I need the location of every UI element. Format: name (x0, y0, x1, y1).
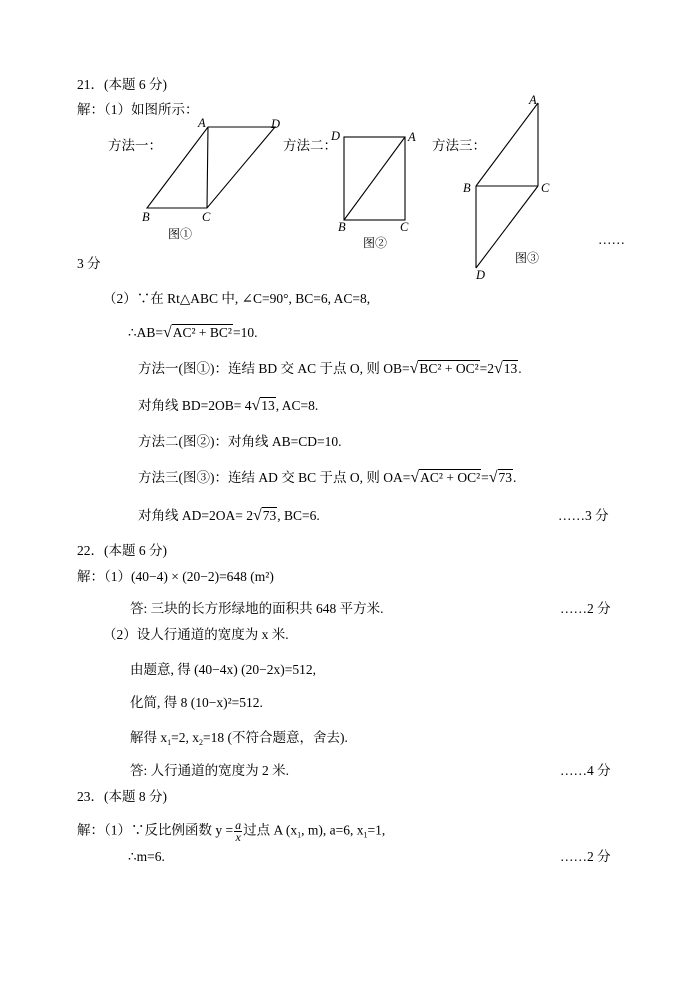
method2-label: 方法二： (283, 138, 337, 153)
m1-radicand: BC² + OC² (419, 361, 479, 376)
q21-method3-text (138, 469, 516, 487)
m1-diag-prefix: 对角线 BD=2OB= 4 (138, 398, 252, 413)
sol-text: =2, x (171, 730, 199, 745)
q22-eq1: 由题意, 得 (40−4x) (20−2x)=512, (130, 662, 316, 677)
fig3-label-a: A (529, 93, 537, 107)
q21-score-b: ……3 分 (558, 508, 609, 523)
q21-method3-diag (138, 507, 320, 525)
ab-radicand: AC² + BC² (172, 325, 232, 340)
sol-sub-1: 1 (167, 738, 172, 747)
m3-diag-suffix: , BC=6. (277, 508, 320, 523)
m3-result-sqrt: √73 (488, 469, 513, 486)
fig3-label-d: D (476, 268, 486, 282)
q22-solution (130, 729, 348, 752)
sol-prefix: 解得 x (130, 730, 168, 745)
q22-eq2: 化简, 得 8 (10−x)²=512. (130, 695, 263, 710)
q23-line1-prefix: 解：（1）∵反比例函数 y = (77, 822, 234, 838)
q23-line1-suffix2: , m), a=6, x (301, 822, 364, 838)
figure-2-rectangle (344, 137, 405, 220)
m3-diag-prefix: 对角线 AD=2OA= 2 (138, 508, 253, 523)
fig3-label-b: B (463, 181, 471, 195)
q21-method2-text: 方法二(图②)：对角线 AB=CD=10. (138, 434, 342, 449)
q22-line1: 解：（1）(40−4) × (20−2)=648 (m²) (77, 569, 274, 584)
q23-score: ……2 分 (560, 849, 611, 864)
m1-diag-sqrt: √13 (251, 397, 275, 414)
fig1-label-b: B (142, 210, 150, 224)
m1-result-radicand: 13 (503, 361, 518, 376)
method3-label: 方法三： (432, 138, 486, 153)
q23-line2: ∴m=6. (128, 849, 165, 864)
q21-ab-line (128, 324, 257, 342)
fig1-label-d: D (271, 117, 281, 131)
fig2-label-c: C (400, 220, 409, 234)
q23-line1 (77, 820, 385, 845)
m3-result-suffix: . (513, 470, 517, 485)
m3-result-prefix: = (481, 470, 489, 485)
q21-score-a: 3 分 (77, 256, 101, 271)
q23-line1-suffix3: =1, (367, 822, 386, 838)
fig2-label-b: B (338, 220, 346, 234)
fraction-numerator: a (235, 818, 242, 832)
ab-prefix: ∴AB= (128, 325, 163, 340)
m3-diag-sqrt: √73 (252, 507, 277, 524)
fig3-label-c: C (541, 181, 550, 195)
m1-sqrt: √BC² + OC² (409, 360, 479, 377)
q21-part2-given: （2）∵在 Rt△ABC 中, ∠C=90°, BC=6, AC=8, (103, 291, 371, 306)
q22-answer1: 答: 三块的长方形绿地的面积共 648 平方米. (130, 601, 384, 616)
ab-result: =10. (232, 325, 258, 340)
m1-result-suffix: . (518, 361, 522, 376)
fig2-caption: 图② (363, 236, 388, 250)
q22-score1: ……2 分 (560, 601, 611, 616)
m1-diag-suffix: , AC=8. (275, 398, 319, 413)
q23-sub-1b: 1 (363, 830, 368, 840)
q23-line1-suffix: 过点 A (x (243, 822, 298, 838)
m1-diag-radicand: 13 (261, 398, 275, 413)
fig1-label-a: A (198, 116, 206, 130)
q22-header: 22．(本题 6 分) (77, 543, 167, 558)
q22-part2: （2）设人行通道的宽度为 x 米. (103, 627, 289, 642)
sol-text2: =18 (不符合题意，舍去). (203, 730, 348, 745)
fig1-label-c: C (202, 210, 211, 224)
q21-method1-text (138, 360, 522, 378)
q22-score2: ……4 分 (560, 763, 611, 778)
continuation-dots: …… (598, 232, 625, 247)
sol-sub-2: 2 (199, 738, 203, 747)
q21-header: 21．(本题 6 分) (77, 77, 167, 92)
q23-header: 23．(本题 8 分) (77, 789, 167, 804)
m1-text: 方法一(图①)：连结 BD 交 AC 于点 O, 则 OB= (138, 361, 410, 376)
method1-label: 方法一： (108, 138, 162, 153)
figure-3-parallelogram (476, 103, 538, 268)
fig2-label-d: D (331, 129, 341, 143)
ab-sqrt: √AC² + BC² (162, 324, 232, 341)
q22-answer2: 答: 人行通道的宽度为 2 米. (130, 763, 290, 778)
m3-sqrt: √AC² + OC² (410, 469, 481, 486)
m1-result-sqrt: √13 (494, 360, 518, 377)
fig1-caption: 图① (168, 227, 193, 241)
m3-result-radicand: 73 (498, 470, 513, 485)
fig2-label-a: A (408, 130, 416, 144)
fraction-denominator: x (235, 830, 241, 844)
q21-method1-diag (138, 397, 318, 415)
fig3-caption: 图③ (515, 251, 540, 265)
m1-result-prefix: =2 (479, 361, 495, 376)
q21-intro: 解：（1）如图所示： (77, 102, 199, 117)
a-over-x-fraction (234, 820, 242, 843)
m3-radicand: AC² + OC² (420, 470, 481, 485)
m3-text: 方法三(图③)：连结 AD 交 BC 于点 O, 则 OA= (138, 470, 411, 485)
m3-diag-radicand: 73 (262, 508, 277, 523)
figure-1-parallelogram (147, 127, 275, 208)
q23-sub-1a: 1 (297, 830, 302, 840)
